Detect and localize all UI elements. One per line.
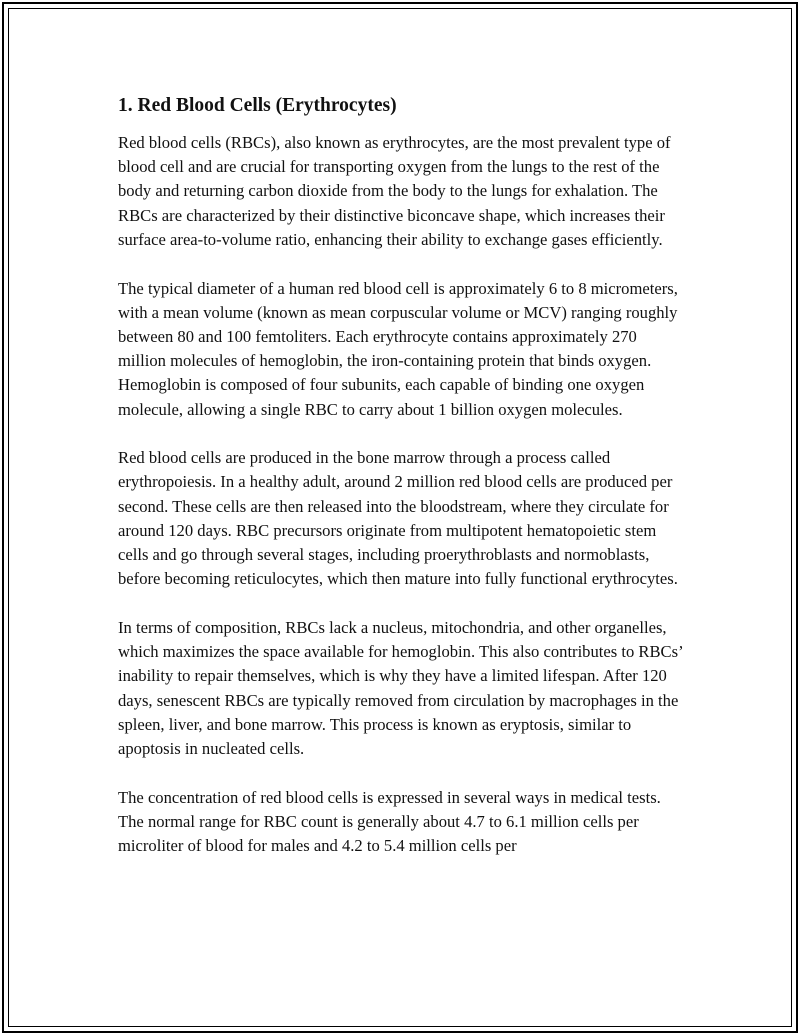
- document-content: [118, 93, 684, 883]
- paragraph-overview: Red blood cells (RBCs), also known as erythrocytes, are the most prevalent type of blood cell and are crucial for transporting oxygen from the lungs to the rest of the body and returning carbon dioxide from the body to the lungs for exhalation. The RBCs are characterized by their distinctive biconcave shape, which increases their surface area-to-volume ratio, enhancing their ability to exchange gases efficiently.: [118, 133, 671, 249]
- paragraph-production: Red blood cells are produced in the bone marrow through a process called erythropoiesis. In a healthy adult, around 2 million red blood cells are produced per second. These cells are then released into the bloodstream, where they circulate for around 120 days. RBC precursors originate from multipotent hematopoietic stem cells and go through several stages, including proerythroblasts and normoblasts, before becoming reticulocytes, which then mature into fully functional erythrocytes.: [118, 448, 678, 589]
- paragraph-composition: In terms of composition, RBCs lack a nucleus, mitochondria, and other organelles, which maximizes the space available for hemoglobin. This also contributes to RBCs’ inability to repair themselves, which is why they have a limited lifespan. After 120 days, senescent RBCs are typically removed from circulation by macrophages in the spleen, liver, and bone marrow. This process is known as eryptosis, similar to apoptosis in nucleated cells.: [118, 617, 683, 758]
- section-heading: 1. Red Blood Cells (Erythrocytes): [118, 95, 397, 116]
- paragraph-concentration: The concentration of red blood cells is expressed in several ways in medical tests. The normal range for RBC count is generally about 4.7 to 6.1 million cells per microliter of blood for males and 4.2 to 5.4 million cells per: [118, 787, 661, 856]
- paragraph-size-hemoglobin: The typical diameter of a human red blood cell is approximately 6 to 8 micrometers, with a mean volume (known as mean corpuscular volume or MCV) ranging roughly between 80 and 100 femtoliters. Each erythrocyte contains approximately 270 million molecules of hemoglobin, the iron-containing protein that binds oxygen. Hemoglobin is composed of four subunits, each capable of binding one oxygen molecule, allowing a single RBC to carry about 1 billion oxygen molecules.: [118, 278, 678, 419]
